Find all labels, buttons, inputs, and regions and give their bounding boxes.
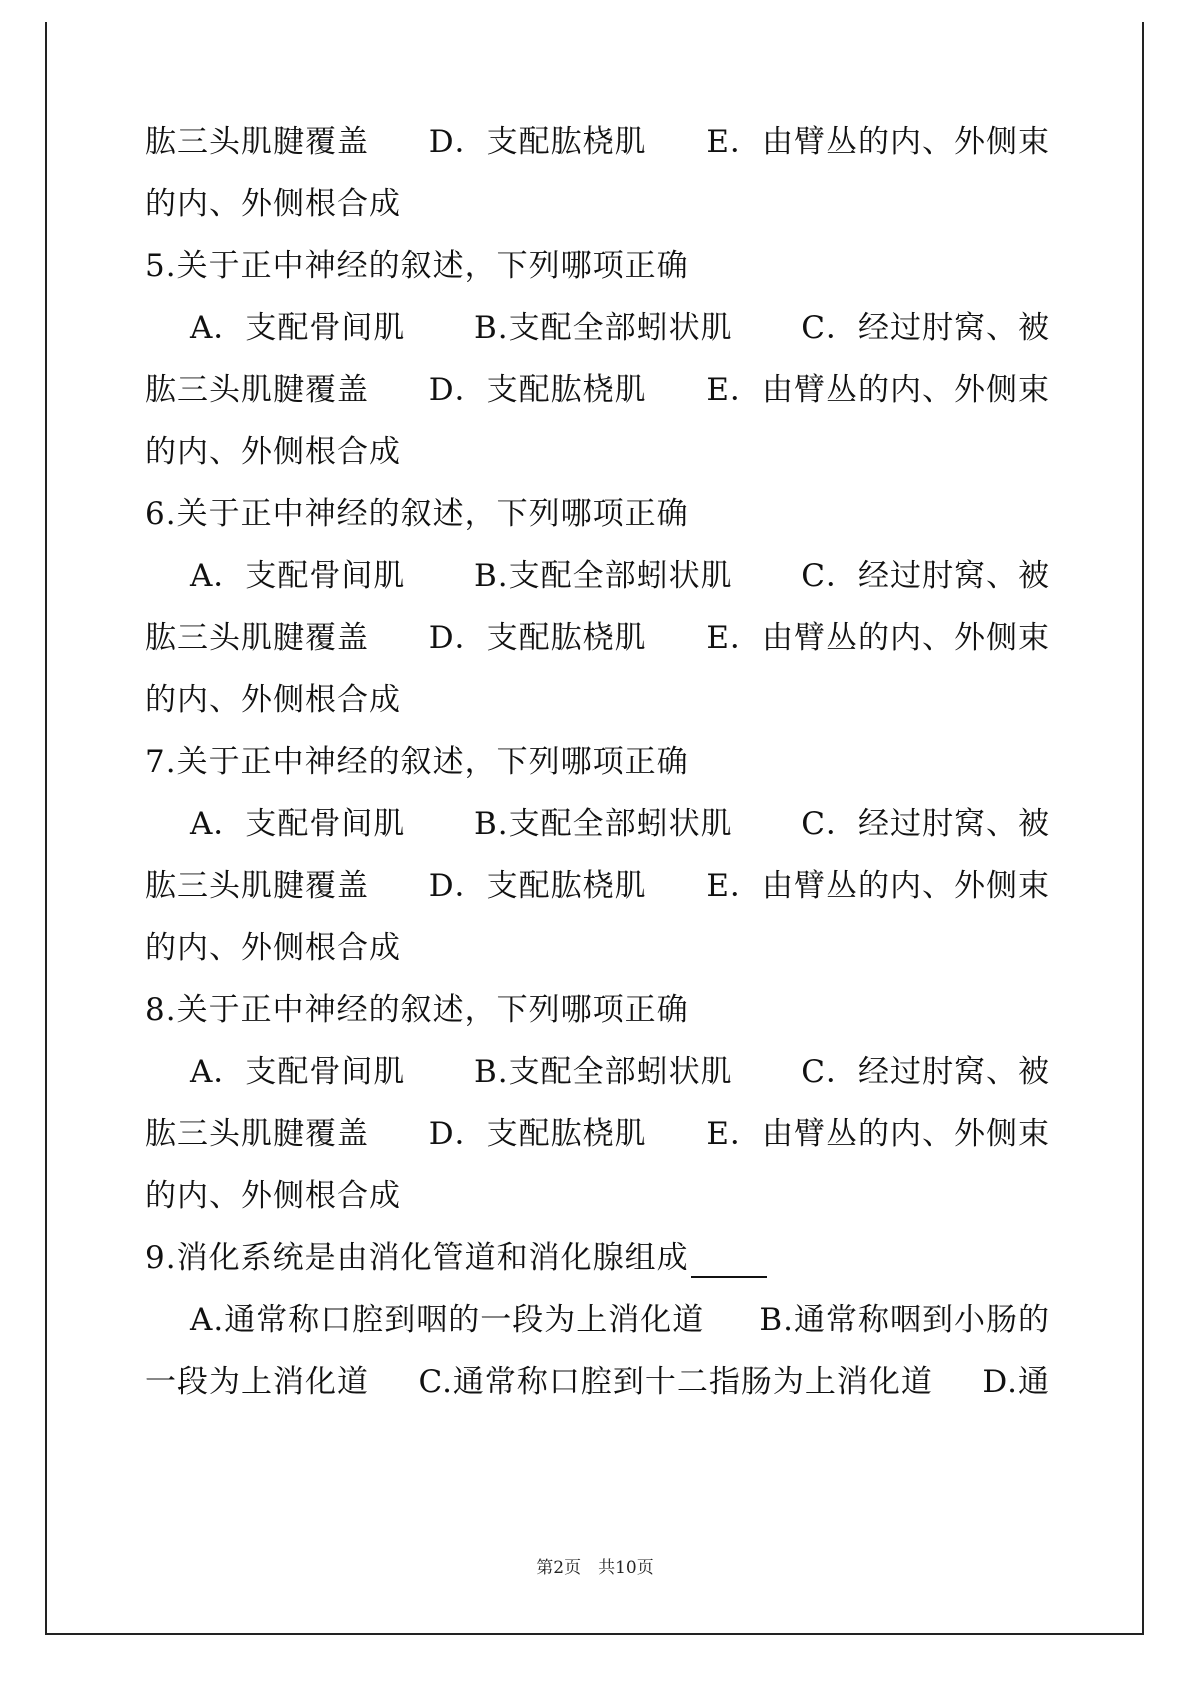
option-text: E．由臂丛的内、外侧束 <box>706 124 1050 160</box>
option-b: B.支配全部蚓状肌 <box>474 806 733 842</box>
option-text: 肱三头肌腱覆盖 <box>145 868 369 904</box>
option-line <box>190 556 1050 596</box>
option-text: 肱三头肌腱覆盖 <box>145 620 369 656</box>
option-line <box>145 680 1050 720</box>
option-e: E．由臂丛的内、外侧束 <box>706 868 1050 904</box>
question-text: 5.关于正中神经的叙述，下列哪项正确 <box>145 248 689 284</box>
option-line <box>190 1052 1050 1092</box>
option-line <box>145 866 1050 906</box>
option-b: B.支配全部蚓状肌 <box>474 558 733 594</box>
option-a: A．支配骨间肌 <box>190 558 406 594</box>
page-border-bottom <box>45 1633 1144 1635</box>
option-c: C.通常称口腔到十二指肠为上消化道 <box>418 1364 933 1400</box>
option-b: B.支配全部蚓状肌 <box>474 1054 733 1090</box>
option-b: B.通常称咽到小肠的 <box>759 1302 1050 1338</box>
option-line <box>190 804 1050 844</box>
question-8 <box>145 990 1050 1030</box>
option-line <box>145 1362 1050 1402</box>
option-line <box>145 618 1050 658</box>
option-e: E．由臂丛的内、外侧束 <box>706 1116 1050 1152</box>
option-line <box>145 1114 1050 1154</box>
question-5 <box>145 246 1050 286</box>
option-text: 的内、外侧根合成 <box>145 1178 401 1214</box>
option-line <box>190 1300 1050 1340</box>
option-text: 肱三头肌腱覆盖 <box>145 372 369 408</box>
question-text: 7.关于正中神经的叙述，下列哪项正确 <box>145 744 689 780</box>
option-a: A．支配骨间肌 <box>190 1054 406 1090</box>
option-a: A.通常称口腔到咽的一段为上消化道 <box>190 1302 705 1338</box>
answer-blank[interactable] <box>691 1242 767 1278</box>
option-text: 的内、外侧根合成 <box>145 682 401 718</box>
option-line <box>145 184 1050 224</box>
option-d: D．支配肱桡肌 <box>428 1116 647 1152</box>
option-line <box>145 370 1050 410</box>
option-c: C．经过肘窝、被 <box>801 310 1050 346</box>
option-line <box>145 1176 1050 1216</box>
option-line <box>145 122 1050 162</box>
question-7 <box>145 742 1050 782</box>
option-e: E．由臂丛的内、外侧束 <box>706 372 1050 408</box>
option-d: D.通 <box>982 1364 1050 1400</box>
option-d: D．支配肱桡肌 <box>428 372 647 408</box>
option-d: D．支配肱桡肌 <box>428 620 647 656</box>
page-border-left <box>45 22 47 1635</box>
question-text: 8.关于正中神经的叙述，下列哪项正确 <box>145 992 689 1028</box>
option-b: B.支配全部蚓状肌 <box>474 310 733 346</box>
option-line <box>190 308 1050 348</box>
option-e: E．由臂丛的内、外侧束 <box>706 620 1050 656</box>
option-a: A．支配骨间肌 <box>190 806 406 842</box>
option-text: D．支配肱桡肌 <box>428 124 647 160</box>
option-c: C．经过肘窝、被 <box>801 558 1050 594</box>
option-text: 肱三头肌腱覆盖 <box>145 1116 369 1152</box>
option-text: 的内、外侧根合成 <box>145 434 401 470</box>
option-text: 一段为上消化道 <box>145 1364 369 1400</box>
option-text: 的内、外侧根合成 <box>145 186 401 222</box>
page-border-right <box>1142 22 1144 1635</box>
page-footer: 第2页 共10页 <box>536 1558 654 1578</box>
option-line <box>145 432 1050 472</box>
option-text: 肱三头肌腱覆盖 <box>145 124 369 160</box>
option-line <box>145 928 1050 968</box>
question-text: 9.消化系统是由消化管道和消化腺组成 <box>145 1240 689 1276</box>
option-text: 的内、外侧根合成 <box>145 930 401 966</box>
option-c: C．经过肘窝、被 <box>801 1054 1050 1090</box>
option-a: A．支配骨间肌 <box>190 310 406 346</box>
option-d: D．支配肱桡肌 <box>428 868 647 904</box>
question-text: 6.关于正中神经的叙述，下列哪项正确 <box>145 496 689 532</box>
question-6 <box>145 494 1050 534</box>
option-c: C．经过肘窝、被 <box>801 806 1050 842</box>
question-9 <box>145 1238 1050 1278</box>
